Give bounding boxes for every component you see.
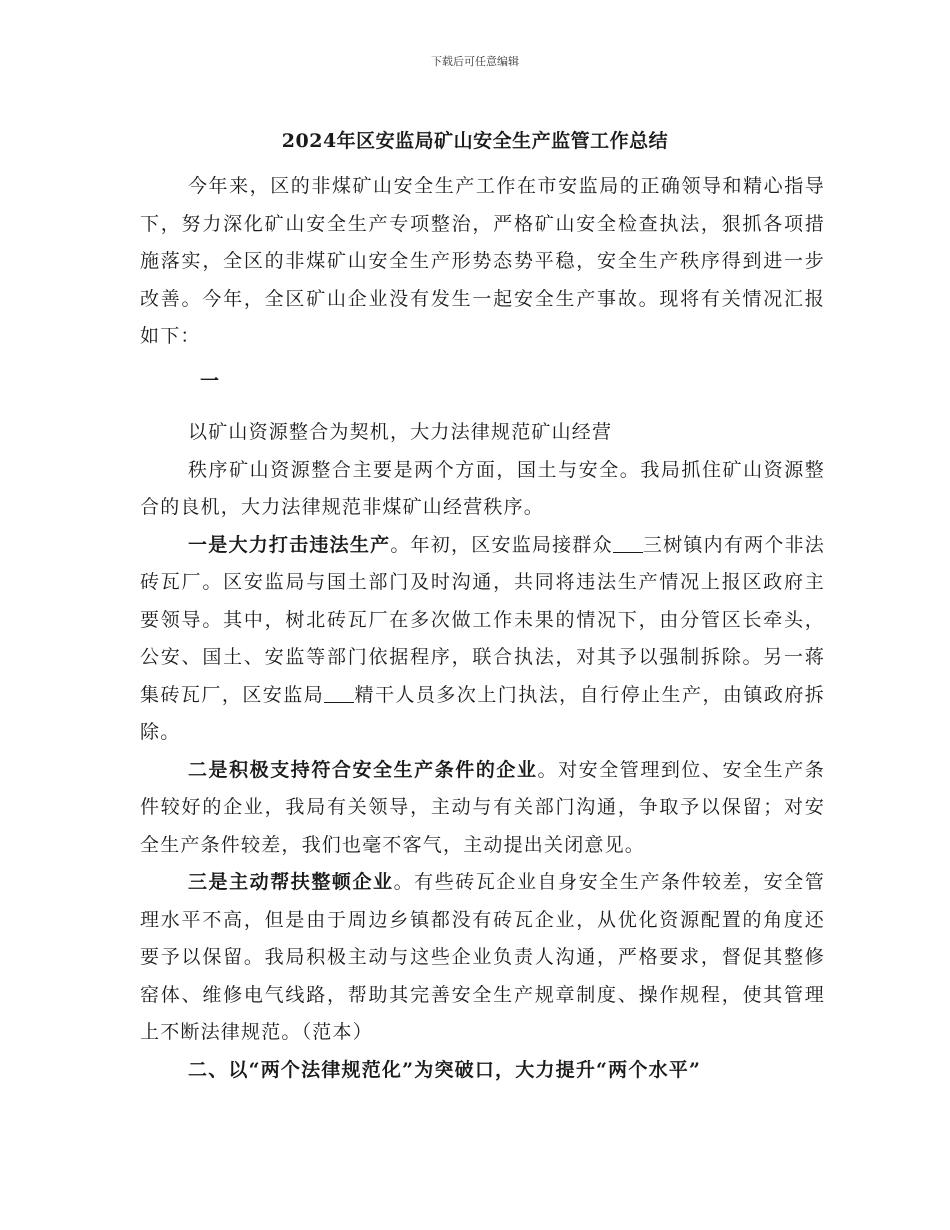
item1-lead: 一是大力打击违法生产 [188, 533, 391, 556]
item2-paragraph [140, 752, 825, 865]
section1-heading: 以矿山资源整合为契机，大力法律规范矿山经营 [188, 421, 613, 443]
section1-intro: 秩序矿山资源整合主要是两个方面，国土与安全。我局抓住矿山资源整合的良机，大力法律规范非煤矿山经营秩序。 [140, 458, 825, 518]
document-title: 2024年区安监局矿山安全生产监管工作总结 [281, 130, 669, 152]
item2-text: 。对安全管理到位、安全生产条件较好的企业，我局有关领导，主动与有关部门沟通，争取予以保留；对安全生产条件较差，我们也毫不客气，主动提出关闭意见。 [140, 758, 825, 856]
item3-paragraph [140, 864, 825, 1052]
intro-paragraph: 今年来，区的非煤矿山安全生产工作在市安监局的正确领导和精心指导下，努力深化矿山安全生产专项整治，严格矿山安全检查执法，狠抓各项措施落实，全区的非煤矿山安全生产形势态势平稳，安全生产秩序得到进一步改善。今年，全区矿山企业没有发生一起安全生产事故。现将有关情况汇报如下： [140, 175, 825, 347]
section1-block [140, 414, 825, 1089]
item1-text-c: 精干人员多次上门执法，自行停止生产，由镇政府拆除。 [140, 683, 825, 743]
item1-text-a: 。年初，区安监局接群众 [390, 533, 613, 556]
intro-block [140, 168, 825, 356]
header-note: 下载后可任意编辑 [431, 55, 519, 68]
item3-lead: 三是主动帮扶整顿企业 [188, 871, 394, 893]
section2-heading: 二、以“两个法律规范化”为突破口，大力提升“两个水平” [188, 1058, 702, 1081]
item2-lead: 二是积极支持符合安全生产条件的企业 [188, 758, 538, 781]
item1-text-b: 三树镇内有两个非法砖瓦厂。区安监局与国土部门及时沟通，共同将违法生产情况上报区政府主要领导。其中，树北砖瓦厂在多次做工作未果的情况下，由分管区长牵头，公安、国土、安监等部门依据程序，联合执法，对其予以强制拆除。另一蒋集砖瓦厂，区安监局 [140, 533, 825, 706]
section1-number: 一 [200, 370, 220, 392]
item3-text: 。有些砖瓦企业自身安全生产条件较差，安全管理水平不高，但是由于周边乡镇都没有砖瓦企业，从优化资源配置的角度还要予以保留。我局积极主动与这些企业负责人沟通，严格要求，督促其整修窑体、维修电气线路，帮助其完善安全生产规章制度、操作规程，使其管理上不断法律规范。（范本） [140, 871, 825, 1043]
item1-paragraph [140, 527, 825, 752]
blank-line [613, 533, 643, 553]
blank-line [324, 683, 354, 703]
